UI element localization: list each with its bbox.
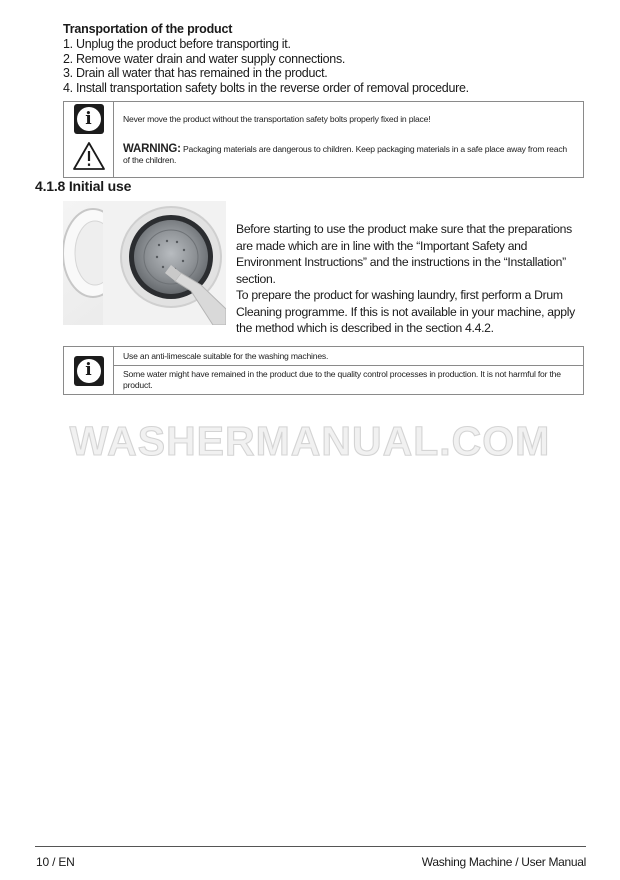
warning-label: WARNING: <box>123 143 181 155</box>
section-heading: 4.1.8 Initial use <box>35 178 132 194</box>
anti-limescale-note: Use an anti-limescale suitable for the washing machines. <box>123 351 329 361</box>
warning-notice-text <box>123 144 575 166</box>
transport-step: 3. Drain all water that has remained in the product. <box>63 66 328 81</box>
transport-title: Transportation of the product <box>63 22 233 36</box>
watermark <box>0 415 620 465</box>
initial-use-paragraph: Before starting to use the product make sure that the preparations are made which are in line with the “Important Safety and Environment Instructions” and the instructions in the “Installation” section. <box>236 222 572 286</box>
initial-use-paragraph: To prepare the product for washing laundry, first perform a Drum Cleaning programme. If this is not available in your machine, apply the method which is described in the section 4.4.2. <box>236 288 575 335</box>
initial-use-notice <box>63 346 584 395</box>
remaining-water-note: Some water might have remained in the product due to the quality control processes in production. It is not harmful for the product. <box>123 369 561 390</box>
washing-machine-drum-photo <box>63 201 226 325</box>
warning-notice <box>63 135 584 178</box>
initial-use-text <box>236 221 586 337</box>
transport-step: 2. Remove water drain and water supply connections. <box>63 51 346 66</box>
info-notice-text: Never move the product without the transportation safety bolts properly fixed in place! <box>123 114 431 124</box>
info-icon: i <box>74 356 104 386</box>
warning-triangle-icon <box>72 141 106 171</box>
page-number: 10 / EN <box>36 855 75 869</box>
transport-steps <box>63 37 469 95</box>
footer-rule <box>35 846 586 847</box>
info-notice <box>63 101 584 137</box>
watermark-text: WASHERMANUAL.COM <box>69 418 551 464</box>
transport-step: 1. Unplug the product before transporting it. <box>63 37 291 51</box>
warning-body: Packaging materials are dangerous to children. Keep packaging materials in a safe place away from reach of the children. <box>123 144 568 165</box>
footer-document-title: Washing Machine / User Manual <box>421 855 586 869</box>
notice-divider <box>113 365 583 366</box>
info-icon: i <box>74 104 104 134</box>
transport-step: 4. Install transportation safety bolts in the reverse order of removal procedure. <box>63 80 469 95</box>
